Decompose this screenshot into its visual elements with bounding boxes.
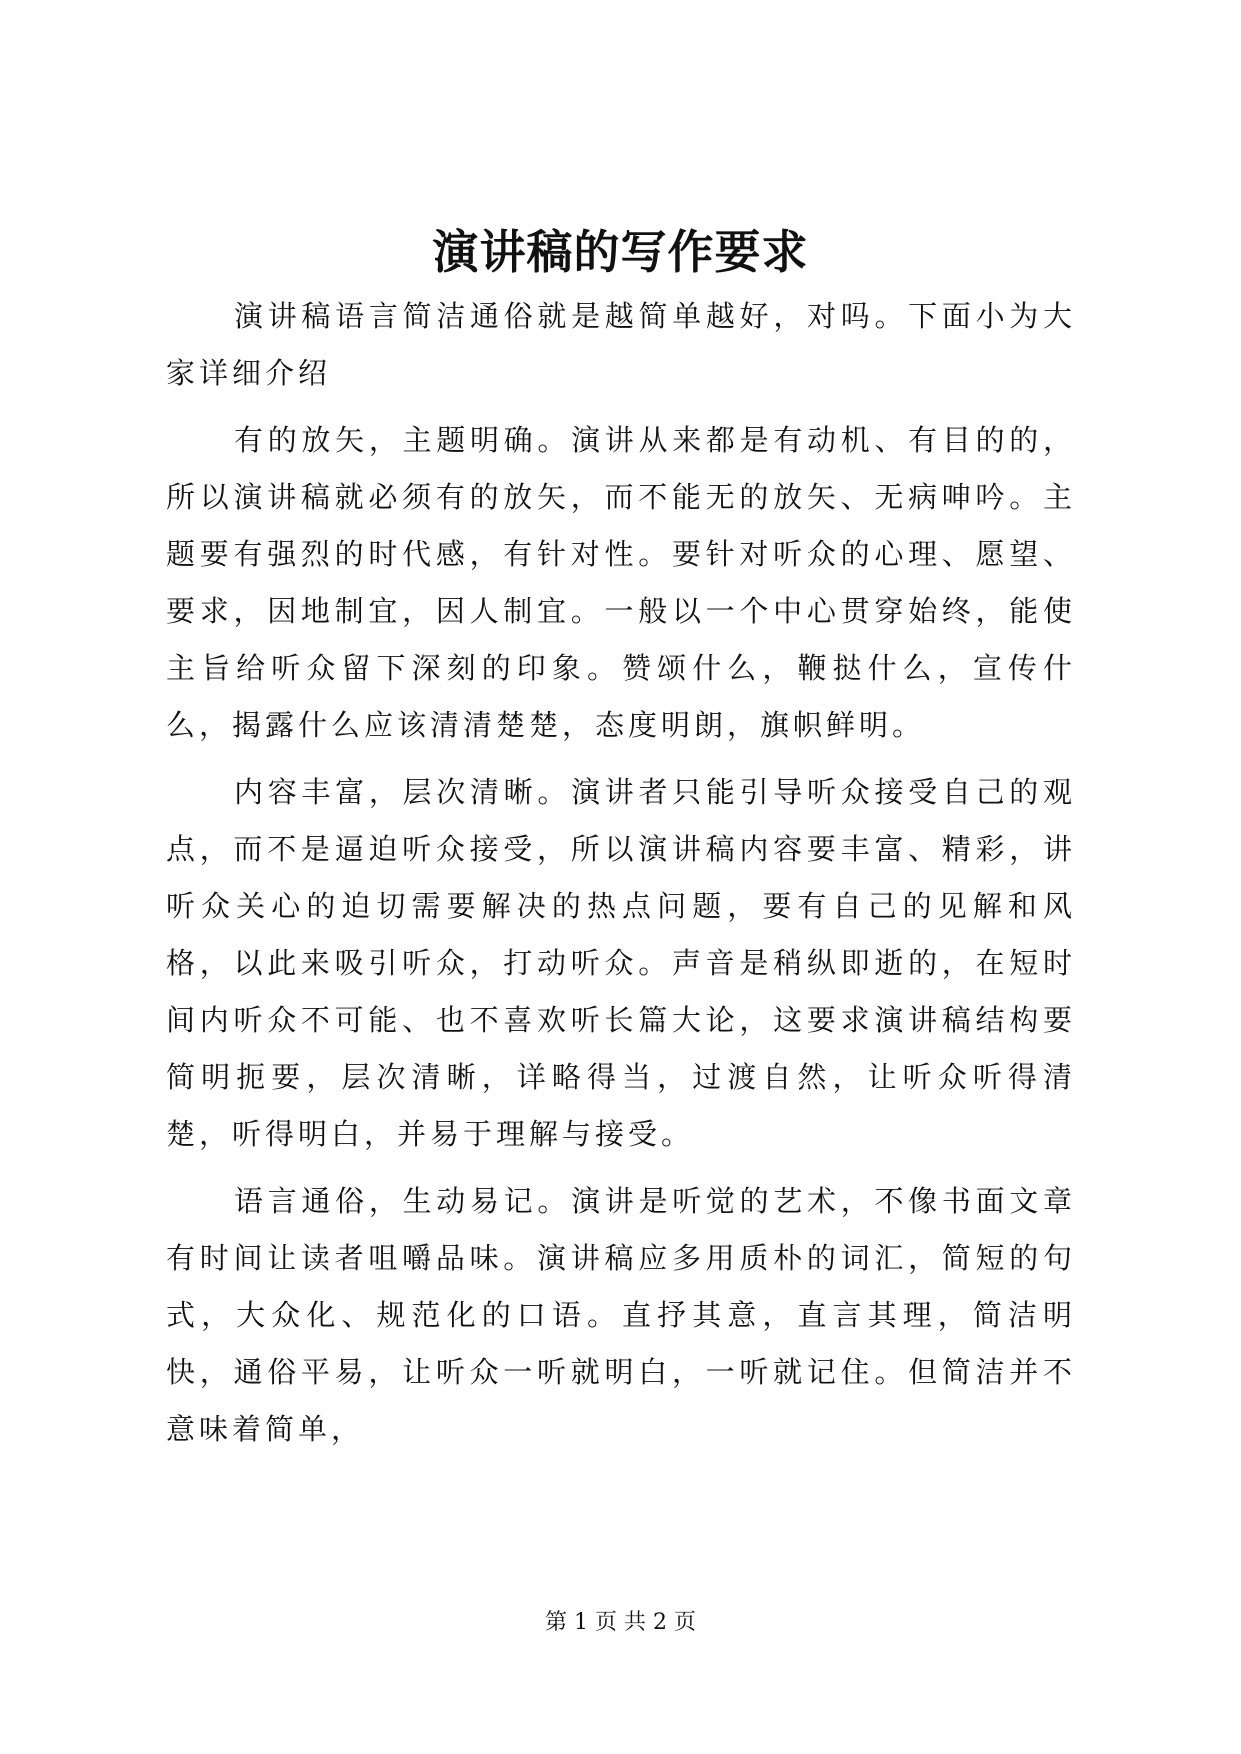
document-body	[166, 288, 1076, 1468]
document-title: 演讲稿的写作要求	[432, 225, 809, 279]
page-number-footer: 第 1 页 共 2 页	[545, 1610, 696, 1635]
paragraph-language: 语言通俗，生动易记。演讲是听觉的艺术，不像书面文章有时间让读者咀嚼品味。演讲稿应多用质朴的词汇，简短的句式，大众化、规范化的口语。直抒其意，直言其理，简洁明快，通俗平易，让听众一听就明白，一听就记住。但简洁并不意味着简单，	[166, 1184, 1076, 1446]
paragraph-intro: 演讲稿语言简洁通俗就是越简单越好，对吗。下面小为大家详细介绍	[166, 299, 1076, 390]
paragraph-theme: 有的放矢，主题明确。演讲从来都是有动机、有目的的，所以演讲稿就必须有的放矢，而不能无的放矢、无病呻吟。主题要有强烈的时代感，有针对性。要针对听众的心理、愿望、要求，因地制宜，因人制宜。一般以一个中心贯穿始终，能使主旨给听众留下深刻的印象。赞颂什么，鞭挞什么，宣传什么，揭露什么应该清清楚楚，态度明朗，旗帜鲜明。	[166, 423, 1076, 742]
paragraph-content: 内容丰富，层次清晰。演讲者只能引导听众接受自己的观点，而不是逼迫听众接受，所以演讲稿内容要丰富、精彩，讲听众关心的迫切需要解决的热点问题，要有自己的见解和风格，以此来吸引听众，打动听众。声音是稍纵即逝的，在短时间内听众不可能、也不喜欢听长篇大论，这要求演讲稿结构要简明扼要，层次清晰，详略得当，过渡自然，让听众听得清楚，听得明白，并易于理解与接受。	[166, 775, 1076, 1151]
